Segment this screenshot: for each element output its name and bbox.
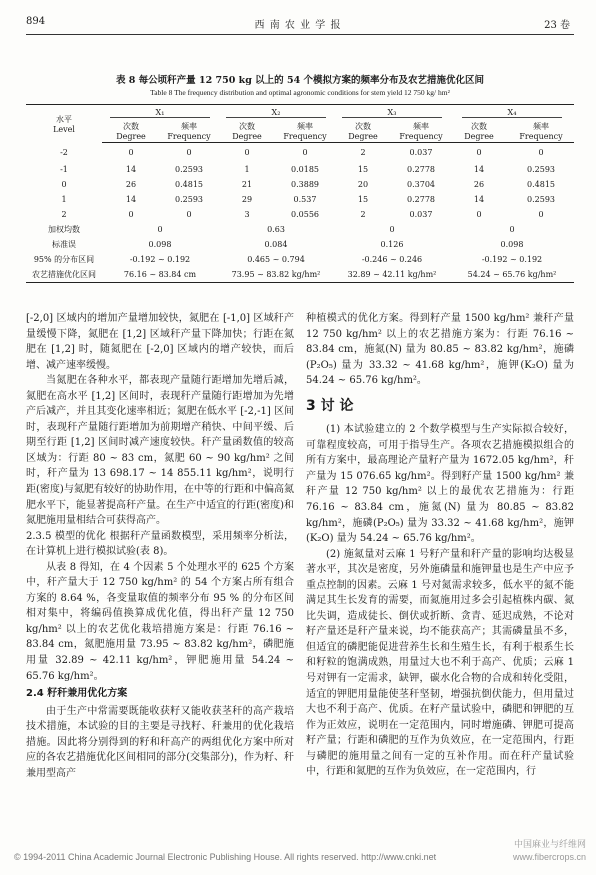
value-cell: 14 — [473, 195, 485, 204]
value-cell: 0.4815 — [527, 180, 555, 189]
watermark — [513, 838, 586, 864]
table-header-row — [26, 105, 574, 121]
volume-label: 23 卷 — [544, 20, 570, 31]
paragraph: 当氮肥在各种水平，都表现产量随行距增加先增后减，氮肥在高水平 [1,2] 区间时，表现秆产量随行距增加为先增产后减产，并且其变化速率相近；氮肥在低水平 [-2,-1] 区间时，表现秆产量随行距增加为前期增产稍快、中间平缓、后期至行距 [1,2] 区间时减产速度较快。秆产量函数值的较高区域为：行距 80 ~ 83 cm，氮肥 60 ~ 90 kg/hm² 之间时，秆产量为 13 698.17 ~ 14 855.11 kg/hm²，说明行距(密度)与氮肥有较好的协助作用，在中等的行距和中偏高氮肥水平下，能显著提高秆产量。在生产中适宜的行距(密度)和氮肥施用量相结合可获得高产。 — [26, 375, 294, 527]
count-header: 次数 Degree — [218, 120, 276, 142]
table-row — [26, 207, 574, 222]
summary-label: 标准误 — [52, 240, 76, 249]
value-cell: 15 — [357, 165, 369, 174]
value-cell: 0 — [128, 210, 134, 219]
value-cell: 0.537 — [293, 195, 317, 204]
summary-value: 54.24 ~ 65.76 kg/hm² — [450, 267, 574, 283]
value-cell: 0.2778 — [407, 195, 435, 204]
paragraph: (2) 施氮量对云麻 1 号籽产量和秆产量的影响均达极显著水平，其次是密度，另外施磷量和施钾量也是生产中应予重点控制的因素。云麻 1 号对氮需求较多，低水平的氮不能满足其生长发育的需要，而氮施用过多会引起植株内碳、氮比失调，造成徒长、倒伏或折断、贪青、延迟成熟，不论对籽产量还是秆产量来说，均不能获高产；其需磷量虽不多，但适宜的磷肥能促进营养生长和生殖生长，有利于根系生长和籽粒的饱满成熟，用量过大也不利于高产、优质；云麻 1 号对钾有一定需求，缺钾，碳水化合物的合成和转化受阻，适宜的钾肥用量能使茎秆坚韧，增强抗倒伏能力，但用量过大也不利于高产、优质。在籽产量试验中，磷肥和钾肥的互作为正效应，说明在一定范围内，同时增施磷、钾肥可提高籽产量；行距和磷肥的互作为负效应，在一定范围内，行距与磷肥的施用量之间有一定的互补作用。而在秆产量试验中，行距和氮肥的互作为负效应，在一定范围内，行 — [306, 548, 574, 778]
value-cell: 26 — [473, 180, 485, 189]
count-header: 次数 Degree — [334, 120, 392, 142]
journal-name: 西 南 农 业 学 报 — [254, 20, 342, 31]
level-header — [26, 105, 102, 143]
value-cell: 0.2593 — [527, 195, 555, 204]
summary-value: 0.084 — [264, 240, 288, 249]
value-cell: 0.037 — [409, 210, 433, 219]
summary-label: 农艺措施优化区间 — [26, 267, 102, 283]
value-cell: 14 — [125, 195, 137, 204]
summary-value: 76.16 ~ 83.84 cm — [102, 267, 218, 283]
subsection-2-3-5: 2.3.5 模型的优化 根据秆产量函数模型，采用频率分析法，在计算机上进行模拟试验(表 8)。 — [26, 530, 294, 558]
value-cell: 0 — [186, 147, 192, 157]
summary-value: 0.63 — [267, 225, 285, 234]
level-cell: 0 — [61, 180, 67, 189]
value-cell: 0.0185 — [291, 165, 319, 174]
summary-value: 0.465 ~ 0.794 — [247, 255, 305, 264]
summary-value: 0 — [389, 225, 395, 234]
value-cell: 0 — [476, 210, 482, 219]
paragraph: [-2,0] 区域内的增加产量增加较快，氮肥在 [-1,0] 区域秆产量缓慢下降，氮肥在 [1,2] 区域秆产量下降加快；行距在氮肥在 [1,2] 时，随氮肥在 [-2,0] 区域内的增产较快，而后增、减产速率缓慢。 — [26, 313, 294, 371]
value-cell: 0 — [538, 210, 544, 219]
value-cell: 26 — [125, 180, 137, 189]
summary-value: 0.126 — [380, 240, 404, 249]
value-cell: 0 — [128, 147, 134, 157]
copyright-footer: © 1994-2011 China Academic Journal Electronic Publishing House. All rights reserved. http://www.cnki.net — [14, 852, 437, 862]
freq-header: 频率 Frequency — [276, 120, 334, 142]
value-cell: 0 — [244, 147, 250, 157]
frequency-table — [26, 104, 574, 283]
table-row — [26, 142, 574, 162]
value-cell: 21 — [241, 180, 253, 189]
factor-header: X₁ — [110, 108, 210, 118]
table-subheader-row — [26, 120, 574, 142]
section-heading-discussion: 3 讨 论 — [306, 397, 354, 414]
summary-row — [26, 222, 574, 237]
paragraph: (1) 本试验建立的 2 个数学模型与生产实际拟合较好，可靠程度较高，可用于指导生产。各项农艺措施模拟组合的所有方案中，最高理论产量籽产量为 1672.05 kg/hm²，秆产量为 15 076.65 kg/hm²。得到籽产量 1500 kg/hm² 兼秆产量 12 750 kg/hm² 以上的最优农艺措施为：行距 76.16 ~ 83.84 cm，施氮(N) 量为 80.85 ~ 83.82 kg/hm²，施磷(P₂O₅) 量为 33.32 ~ 41.68 kg/hm²，施钾(K₂O) 量为 54.24 ~ 65.76 kg/hm²。 — [306, 424, 574, 545]
summary-row — [26, 237, 574, 252]
summary-value: 0.098 — [148, 240, 172, 249]
freq-header: 频率 Frequency — [392, 120, 450, 142]
value-cell: 0 — [538, 147, 544, 157]
right-column — [306, 311, 574, 780]
value-cell: 0.2593 — [175, 195, 203, 204]
freq-header: 频率 Frequency — [508, 120, 574, 142]
summary-value: 0 — [157, 225, 163, 234]
level-header-en: Level — [53, 124, 75, 134]
value-cell: 14 — [473, 165, 485, 174]
value-cell: 15 — [357, 195, 369, 204]
summary-value: 73.95 ~ 83.82 kg/hm² — [218, 267, 334, 283]
summary-value: -0.192 ~ 0.192 — [481, 255, 543, 264]
watermark-url: www.fibercrops.cn — [512, 852, 586, 862]
table-row — [26, 192, 574, 207]
paragraph: 种植模式的优化方案。得到籽产量 1500 kg/hm² 兼秆产量 12 750 kg/hm² 以上的农艺措施方案为：行距 76.16 ~ 83.84 cm，施氮(N) 量为 80.85 ~ 83.82 kg/hm²，施磷(P₂O₅) 量为 33.32 ~ 41.68 kg/hm²，施钾(K₂O) 量为 54.24 ~ 65.76 kg/hm²。 — [306, 313, 574, 387]
value-cell: 0.4815 — [175, 180, 203, 189]
level-cell: 2 — [61, 210, 67, 219]
factor-header: X₃ — [342, 108, 442, 118]
value-cell: 0.037 — [409, 147, 433, 157]
value-cell: 0.2778 — [407, 165, 435, 174]
summary-row — [26, 267, 574, 283]
left-column — [26, 311, 294, 781]
value-cell: 0 — [302, 147, 308, 157]
table-row — [26, 177, 574, 192]
table-caption-cn: 表 8 每公顷秆产量 12 750 kg 以上的 54 个模拟方案的频率分布及农艺措施优化区间 — [115, 75, 485, 86]
level-cell: 1 — [61, 195, 67, 204]
summary-value: -0.192 ~ 0.192 — [129, 255, 191, 264]
value-cell: 0.0556 — [291, 210, 319, 219]
value-cell: 29 — [241, 195, 253, 204]
summary-label: 95% 的分布区间 — [33, 255, 95, 264]
summary-value: 0.098 — [500, 240, 524, 249]
summary-value: 32.89 ~ 42.11 kg/hm² — [334, 267, 450, 283]
subsection-heading-2-4: 2.4 籽秆兼用优化方案 — [26, 688, 128, 700]
value-cell: 14 — [125, 165, 137, 174]
paragraph: 由于生产中常需要既能收获籽又能收获茎秆的高产栽培技术措施，本试验的目的主要是寻找籽、秆兼用的优化栽培措施。因此将分别得到的籽和秆高产的两组优化方案中所对应的各农艺措施优化区间相同的部分(交集部分)，作为籽、秆兼用型高产 — [26, 705, 294, 779]
level-cell: -1 — [60, 165, 68, 174]
summary-label: 加权均数 — [48, 225, 80, 234]
factor-header: X₂ — [226, 108, 326, 118]
freq-header: 频率 Frequency — [160, 120, 218, 142]
value-cell: 3 — [244, 210, 250, 219]
table-row — [26, 162, 574, 177]
page-number: 894 — [26, 16, 46, 27]
summary-value: -0.246 ~ 0.246 — [361, 255, 423, 264]
value-cell: 0 — [186, 210, 192, 219]
table-caption-en: Table 8 The frequency distribution and optimal agronomic conditions for stem yield 12 750 kg/ hm² — [150, 88, 450, 97]
count-header: 次数 Degree — [102, 120, 160, 142]
summary-row — [26, 252, 574, 267]
value-cell: 0.2593 — [175, 165, 203, 174]
value-cell: 2 — [360, 210, 366, 219]
value-cell: 0.3889 — [291, 180, 319, 189]
count-header: 次数 Degree — [450, 120, 508, 142]
header-rule — [26, 34, 574, 35]
value-cell: 20 — [357, 180, 369, 189]
factor-header: X₄ — [462, 108, 562, 118]
value-cell: 2 — [360, 147, 366, 157]
summary-value: 0 — [509, 225, 515, 234]
level-cell: -2 — [60, 147, 68, 157]
value-cell: 0.3704 — [407, 180, 435, 189]
level-header-cn: 水平 — [56, 114, 72, 124]
paragraph: 从表 8 得知，在 4 个因素 5 个处理水平的 625 个方案中，秆产量大于 12 750 kg/hm² 的 54 个方案占所有组合方案的 8.64 %，各变量取值的频率分布 95 % 的分布区间相对集中，将编码值换算成优化值，得出秆产量 12 750 kg/hm² 以上的农艺优化栽培措施方案是：行距 76.16 ~ 83.84 cm，氮肥施用量 73.95 ~ 83.82 kg/hm²，磷肥施用量 32.89 ~ 42.11 kg/hm²，钾肥施用量 54.24 ~ 65.76 kg/hm²。 — [26, 561, 294, 682]
value-cell: 0 — [476, 147, 482, 157]
value-cell: 1 — [244, 165, 250, 174]
value-cell: 0.2593 — [527, 165, 555, 174]
watermark-cn: 中国麻业与纤维网 — [513, 839, 586, 849]
